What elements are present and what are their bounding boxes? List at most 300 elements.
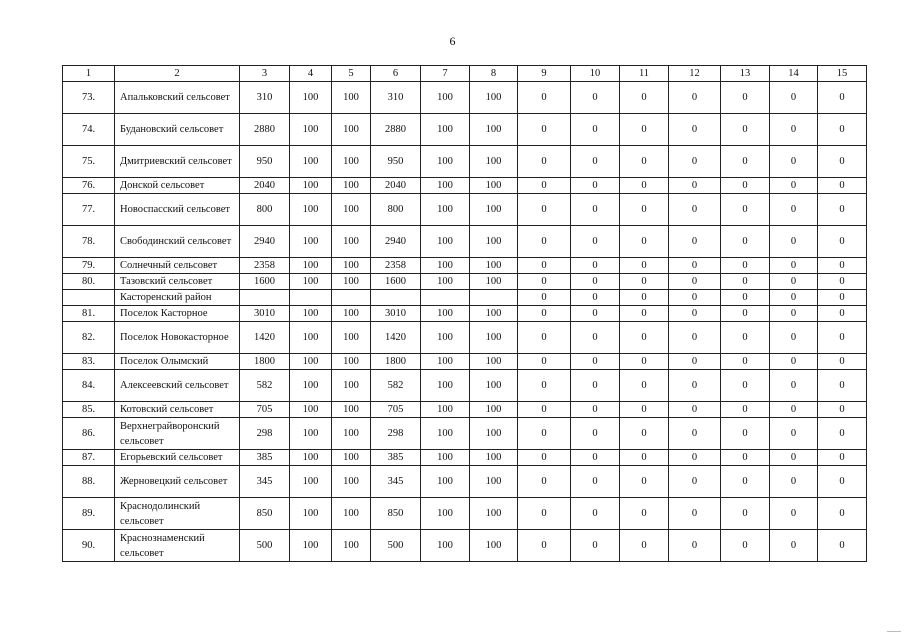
table-row xyxy=(63,530,867,562)
value-cell: 1420 xyxy=(240,322,290,354)
value-cell: 100 xyxy=(470,498,518,530)
municipality-name-cell: Свободинский сельсовет xyxy=(115,226,240,258)
table-row xyxy=(63,178,867,194)
value-cell: 0 xyxy=(620,402,669,418)
value-cell: 2040 xyxy=(371,178,421,194)
value-cell: 0 xyxy=(669,306,721,322)
value-cell: 0 xyxy=(818,178,867,194)
value-cell: 0 xyxy=(571,370,620,402)
value-cell: 100 xyxy=(290,466,332,498)
value-cell: 0 xyxy=(571,354,620,370)
value-cell: 0 xyxy=(721,530,770,562)
municipality-name-cell: Егорьевский сельсовет xyxy=(115,450,240,466)
value-cell: 0 xyxy=(721,322,770,354)
value-cell: 1420 xyxy=(371,322,421,354)
column-header: 3 xyxy=(240,66,290,82)
value-cell: 0 xyxy=(721,290,770,306)
value-cell: 2940 xyxy=(240,226,290,258)
value-cell: 0 xyxy=(669,178,721,194)
value-cell: 950 xyxy=(240,146,290,178)
value-cell: 0 xyxy=(620,82,669,114)
municipality-name-cell: Будановский сельсовет xyxy=(115,114,240,146)
value-cell: 0 xyxy=(770,498,818,530)
value-cell: 100 xyxy=(332,306,371,322)
column-header: 11 xyxy=(620,66,669,82)
value-cell: 100 xyxy=(470,114,518,146)
value-cell: 2880 xyxy=(371,114,421,146)
value-cell: 100 xyxy=(290,322,332,354)
value-cell: 0 xyxy=(518,402,571,418)
value-cell: 100 xyxy=(421,114,470,146)
value-cell: 100 xyxy=(421,354,470,370)
row-number-cell: 74. xyxy=(63,114,115,146)
value-cell: 0 xyxy=(818,370,867,402)
value-cell: 345 xyxy=(240,466,290,498)
value-cell: 2880 xyxy=(240,114,290,146)
value-cell: 0 xyxy=(620,146,669,178)
column-header: 4 xyxy=(290,66,332,82)
value-cell: 0 xyxy=(571,306,620,322)
value-cell: 100 xyxy=(421,402,470,418)
value-cell: 0 xyxy=(770,290,818,306)
value-cell: 800 xyxy=(240,194,290,226)
table-body xyxy=(63,66,867,562)
value-cell: 100 xyxy=(332,322,371,354)
value-cell: 0 xyxy=(721,354,770,370)
value-cell: 100 xyxy=(470,322,518,354)
value-cell: 0 xyxy=(669,354,721,370)
value-cell: 0 xyxy=(669,370,721,402)
value-cell: 100 xyxy=(421,194,470,226)
value-cell: 0 xyxy=(571,194,620,226)
value-cell: 850 xyxy=(240,498,290,530)
municipality-name-cell: Верхнеграйворонский сельсовет xyxy=(115,418,240,450)
value-cell: 100 xyxy=(470,450,518,466)
value-cell: 0 xyxy=(620,498,669,530)
value-cell: 582 xyxy=(371,370,421,402)
value-cell: 0 xyxy=(669,322,721,354)
value-cell: 100 xyxy=(470,226,518,258)
value-cell: 100 xyxy=(470,418,518,450)
value-cell: 100 xyxy=(421,370,470,402)
value-cell: 0 xyxy=(620,114,669,146)
row-number-cell: 73. xyxy=(63,82,115,114)
value-cell: 0 xyxy=(669,290,721,306)
value-cell: 705 xyxy=(371,402,421,418)
value-cell: 0 xyxy=(620,370,669,402)
table-row xyxy=(63,226,867,258)
row-number-cell: 76. xyxy=(63,178,115,194)
value-cell: 0 xyxy=(770,370,818,402)
value-cell: 0 xyxy=(818,418,867,450)
value-cell xyxy=(421,290,470,306)
table-row xyxy=(63,450,867,466)
column-header: 7 xyxy=(421,66,470,82)
value-cell: 0 xyxy=(721,146,770,178)
value-cell: 0 xyxy=(518,194,571,226)
column-header: 5 xyxy=(332,66,371,82)
row-number-cell: 78. xyxy=(63,226,115,258)
value-cell: 0 xyxy=(770,146,818,178)
value-cell: 0 xyxy=(770,466,818,498)
value-cell: 100 xyxy=(332,354,371,370)
value-cell: 298 xyxy=(240,418,290,450)
value-cell: 100 xyxy=(332,82,371,114)
value-cell: 100 xyxy=(290,402,332,418)
table-row xyxy=(63,370,867,402)
municipality-name-cell: Жерновецкий сельсовет xyxy=(115,466,240,498)
value-cell: 0 xyxy=(518,354,571,370)
value-cell: 0 xyxy=(620,466,669,498)
row-number-cell xyxy=(63,290,115,306)
municipality-name-cell: Поселок Олымский xyxy=(115,354,240,370)
value-cell: 0 xyxy=(620,194,669,226)
table-row xyxy=(63,146,867,178)
value-cell: 0 xyxy=(770,530,818,562)
value-cell: 345 xyxy=(371,466,421,498)
value-cell: 100 xyxy=(290,258,332,274)
value-cell: 0 xyxy=(818,226,867,258)
value-cell: 0 xyxy=(770,114,818,146)
value-cell: 0 xyxy=(721,306,770,322)
table-row xyxy=(63,82,867,114)
value-cell: 0 xyxy=(818,82,867,114)
data-table xyxy=(62,65,867,562)
value-cell: 0 xyxy=(669,258,721,274)
value-cell: 3010 xyxy=(371,306,421,322)
table-row xyxy=(63,354,867,370)
value-cell: 100 xyxy=(421,418,470,450)
value-cell: 0 xyxy=(818,322,867,354)
value-cell: 0 xyxy=(818,258,867,274)
municipality-name-cell: Котовский сельсовет xyxy=(115,402,240,418)
value-cell: 100 xyxy=(421,530,470,562)
value-cell: 0 xyxy=(669,274,721,290)
value-cell: 0 xyxy=(669,418,721,450)
value-cell: 100 xyxy=(470,194,518,226)
value-cell: 100 xyxy=(470,402,518,418)
value-cell: 100 xyxy=(332,402,371,418)
municipality-name-cell: Апальковский сельсовет xyxy=(115,82,240,114)
value-cell: 0 xyxy=(770,194,818,226)
value-cell: 100 xyxy=(421,450,470,466)
value-cell: 0 xyxy=(571,226,620,258)
table-row xyxy=(63,194,867,226)
value-cell: 100 xyxy=(470,354,518,370)
value-cell: 0 xyxy=(721,82,770,114)
value-cell: 100 xyxy=(290,226,332,258)
value-cell: 100 xyxy=(332,226,371,258)
table-row xyxy=(63,466,867,498)
value-cell: 0 xyxy=(721,178,770,194)
row-number-cell: 89. xyxy=(63,498,115,530)
value-cell: 0 xyxy=(571,290,620,306)
value-cell: 0 xyxy=(669,530,721,562)
column-header: 15 xyxy=(818,66,867,82)
value-cell: 0 xyxy=(669,226,721,258)
table-row xyxy=(63,498,867,530)
value-cell: 100 xyxy=(470,370,518,402)
value-cell: 1600 xyxy=(240,274,290,290)
value-cell: 100 xyxy=(332,466,371,498)
value-cell: 100 xyxy=(332,450,371,466)
value-cell: 100 xyxy=(290,178,332,194)
column-header: 12 xyxy=(669,66,721,82)
value-cell: 0 xyxy=(518,498,571,530)
value-cell: 100 xyxy=(421,178,470,194)
value-cell: 0 xyxy=(518,418,571,450)
value-cell: 0 xyxy=(571,466,620,498)
value-cell: 100 xyxy=(421,322,470,354)
column-header: 2 xyxy=(115,66,240,82)
value-cell: 310 xyxy=(371,82,421,114)
value-cell: 100 xyxy=(290,370,332,402)
table-row xyxy=(63,402,867,418)
value-cell: 100 xyxy=(332,258,371,274)
row-number-cell: 83. xyxy=(63,354,115,370)
value-cell xyxy=(470,290,518,306)
table-row xyxy=(63,258,867,274)
value-cell: 0 xyxy=(669,466,721,498)
value-cell: 100 xyxy=(470,306,518,322)
column-header: 10 xyxy=(571,66,620,82)
value-cell: 2358 xyxy=(240,258,290,274)
value-cell: 0 xyxy=(571,402,620,418)
value-cell xyxy=(240,290,290,306)
value-cell: 100 xyxy=(290,146,332,178)
scan-edge-mark xyxy=(887,631,901,636)
value-cell: 500 xyxy=(371,530,421,562)
value-cell: 100 xyxy=(290,306,332,322)
column-header: 6 xyxy=(371,66,421,82)
municipality-name-cell: Дмитриевский сельсовет xyxy=(115,146,240,178)
value-cell: 100 xyxy=(332,418,371,450)
value-cell: 1600 xyxy=(371,274,421,290)
table-row xyxy=(63,418,867,450)
value-cell: 0 xyxy=(770,82,818,114)
value-cell: 0 xyxy=(721,226,770,258)
value-cell: 0 xyxy=(571,450,620,466)
table-row xyxy=(63,322,867,354)
row-number-cell: 81. xyxy=(63,306,115,322)
value-cell: 0 xyxy=(721,402,770,418)
row-number-cell: 87. xyxy=(63,450,115,466)
column-header: 14 xyxy=(770,66,818,82)
value-cell: 850 xyxy=(371,498,421,530)
value-cell: 0 xyxy=(770,306,818,322)
value-cell: 100 xyxy=(470,178,518,194)
value-cell: 100 xyxy=(470,82,518,114)
value-cell: 1800 xyxy=(371,354,421,370)
value-cell: 385 xyxy=(371,450,421,466)
value-cell: 298 xyxy=(371,418,421,450)
page-number: 6 xyxy=(449,34,456,48)
value-cell: 0 xyxy=(669,450,721,466)
value-cell: 100 xyxy=(470,466,518,498)
column-header: 9 xyxy=(518,66,571,82)
value-cell: 0 xyxy=(620,274,669,290)
value-cell: 100 xyxy=(332,530,371,562)
value-cell: 0 xyxy=(518,450,571,466)
row-number-cell: 80. xyxy=(63,274,115,290)
value-cell: 100 xyxy=(421,498,470,530)
value-cell: 100 xyxy=(421,258,470,274)
column-header: 13 xyxy=(721,66,770,82)
municipality-name-cell: Новоспасский сельсовет xyxy=(115,194,240,226)
value-cell: 0 xyxy=(770,274,818,290)
value-cell: 0 xyxy=(669,146,721,178)
value-cell: 0 xyxy=(571,178,620,194)
row-number-cell: 82. xyxy=(63,322,115,354)
value-cell: 705 xyxy=(240,402,290,418)
value-cell: 0 xyxy=(620,322,669,354)
value-cell: 100 xyxy=(332,274,371,290)
municipality-name-cell: Донской сельсовет xyxy=(115,178,240,194)
value-cell xyxy=(371,290,421,306)
row-number-cell: 75. xyxy=(63,146,115,178)
value-cell: 100 xyxy=(332,498,371,530)
value-cell: 0 xyxy=(518,274,571,290)
value-cell: 0 xyxy=(770,226,818,258)
value-cell: 0 xyxy=(620,530,669,562)
value-cell: 0 xyxy=(770,402,818,418)
value-cell: 100 xyxy=(421,274,470,290)
row-number-cell: 79. xyxy=(63,258,115,274)
header-row xyxy=(63,66,867,82)
value-cell: 0 xyxy=(818,194,867,226)
value-cell: 0 xyxy=(818,466,867,498)
value-cell: 0 xyxy=(620,178,669,194)
value-cell: 0 xyxy=(669,498,721,530)
value-cell: 0 xyxy=(518,146,571,178)
value-cell: 0 xyxy=(571,114,620,146)
value-cell: 0 xyxy=(818,114,867,146)
value-cell: 100 xyxy=(290,530,332,562)
value-cell: 310 xyxy=(240,82,290,114)
value-cell: 100 xyxy=(421,82,470,114)
value-cell: 0 xyxy=(818,146,867,178)
table-row xyxy=(63,274,867,290)
value-cell: 0 xyxy=(620,226,669,258)
row-number-cell: 88. xyxy=(63,466,115,498)
value-cell: 100 xyxy=(332,194,371,226)
municipality-name-cell: Алексеевский сельсовет xyxy=(115,370,240,402)
row-number-cell: 86. xyxy=(63,418,115,450)
value-cell: 100 xyxy=(290,114,332,146)
value-cell: 0 xyxy=(721,466,770,498)
column-header: 1 xyxy=(63,66,115,82)
value-cell: 100 xyxy=(470,258,518,274)
table-row xyxy=(63,114,867,146)
value-cell: 0 xyxy=(721,498,770,530)
value-cell: 0 xyxy=(571,146,620,178)
value-cell: 100 xyxy=(290,498,332,530)
value-cell: 0 xyxy=(669,402,721,418)
value-cell: 0 xyxy=(518,322,571,354)
value-cell xyxy=(290,290,332,306)
municipality-name-cell: Солнечный сельсовет xyxy=(115,258,240,274)
value-cell: 100 xyxy=(332,178,371,194)
value-cell: 0 xyxy=(669,82,721,114)
value-cell: 100 xyxy=(421,466,470,498)
row-number-cell: 77. xyxy=(63,194,115,226)
value-cell: 385 xyxy=(240,450,290,466)
value-cell: 0 xyxy=(770,178,818,194)
value-cell: 0 xyxy=(620,290,669,306)
value-cell: 3010 xyxy=(240,306,290,322)
value-cell: 0 xyxy=(721,258,770,274)
value-cell: 0 xyxy=(669,114,721,146)
value-cell: 2940 xyxy=(371,226,421,258)
municipality-name-cell: Поселок Касторное xyxy=(115,306,240,322)
value-cell: 100 xyxy=(290,450,332,466)
value-cell: 2040 xyxy=(240,178,290,194)
value-cell: 0 xyxy=(818,498,867,530)
value-cell: 0 xyxy=(518,178,571,194)
value-cell: 0 xyxy=(571,258,620,274)
value-cell: 100 xyxy=(421,226,470,258)
value-cell: 100 xyxy=(290,274,332,290)
value-cell: 0 xyxy=(818,290,867,306)
value-cell: 0 xyxy=(770,418,818,450)
value-cell: 0 xyxy=(818,450,867,466)
value-cell: 100 xyxy=(332,146,371,178)
value-cell: 0 xyxy=(721,450,770,466)
value-cell: 0 xyxy=(620,306,669,322)
row-number-cell: 85. xyxy=(63,402,115,418)
value-cell: 0 xyxy=(518,306,571,322)
value-cell: 100 xyxy=(332,114,371,146)
value-cell: 0 xyxy=(620,450,669,466)
row-number-cell: 84. xyxy=(63,370,115,402)
municipality-name-cell: Краснознаменский сельсовет xyxy=(115,530,240,562)
value-cell: 100 xyxy=(290,194,332,226)
column-header: 8 xyxy=(470,66,518,82)
value-cell: 0 xyxy=(571,418,620,450)
value-cell: 0 xyxy=(818,354,867,370)
value-cell: 100 xyxy=(421,306,470,322)
municipality-name-cell: Поселок Новокасторное xyxy=(115,322,240,354)
value-cell: 0 xyxy=(518,466,571,498)
value-cell: 100 xyxy=(470,530,518,562)
value-cell: 0 xyxy=(818,274,867,290)
value-cell: 0 xyxy=(721,194,770,226)
value-cell: 0 xyxy=(770,322,818,354)
municipality-name-cell: Краснодолинский сельсовет xyxy=(115,498,240,530)
value-cell: 0 xyxy=(620,258,669,274)
value-cell: 0 xyxy=(620,354,669,370)
value-cell: 100 xyxy=(290,354,332,370)
value-cell: 0 xyxy=(620,418,669,450)
value-cell: 950 xyxy=(371,146,421,178)
value-cell: 0 xyxy=(518,82,571,114)
value-cell: 100 xyxy=(290,418,332,450)
value-cell: 0 xyxy=(518,226,571,258)
value-cell: 0 xyxy=(669,194,721,226)
value-cell: 100 xyxy=(332,370,371,402)
value-cell: 2358 xyxy=(371,258,421,274)
value-cell: 0 xyxy=(818,530,867,562)
value-cell: 0 xyxy=(518,290,571,306)
value-cell: 1800 xyxy=(240,354,290,370)
value-cell: 0 xyxy=(518,370,571,402)
table-row xyxy=(63,290,867,306)
value-cell: 0 xyxy=(818,306,867,322)
value-cell: 0 xyxy=(571,322,620,354)
row-number-cell: 90. xyxy=(63,530,115,562)
value-cell: 100 xyxy=(290,82,332,114)
value-cell: 0 xyxy=(571,530,620,562)
